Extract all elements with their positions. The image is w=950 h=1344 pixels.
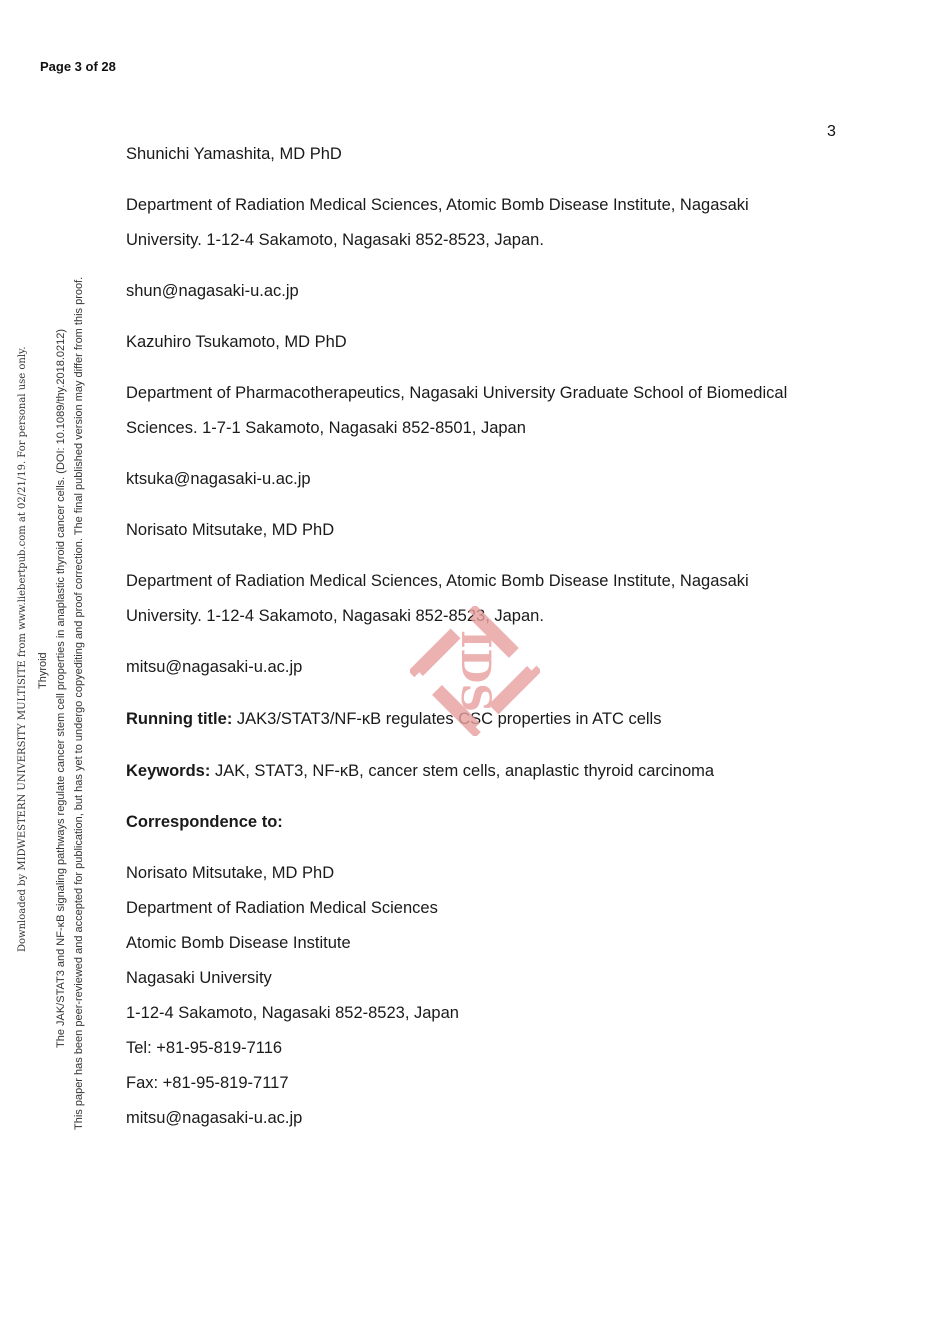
svg-text:IDS: IDS bbox=[452, 629, 499, 713]
author-affiliation: Sciences. 1-7-1 Sakamoto, Nagasaki 852-8501, Japan bbox=[126, 419, 526, 437]
keywords-value: JAK, STAT3, NF-κB, cancer stem cells, anaplastic thyroid carcinoma bbox=[210, 762, 715, 780]
author-affiliation: University. 1-12-4 Sakamoto, Nagasaki 852-8523, Japan. bbox=[126, 231, 544, 249]
side-note-disclaimer: This paper has been peer-reviewed and accepted for publication, but has yet to undergo copyediting and proof correction. The final published version may differ from this proof. bbox=[73, 276, 85, 1130]
author-name: Shunichi Yamashita, MD PhD bbox=[126, 145, 342, 163]
correspondence-line: Tel: +81-95-819-7116 bbox=[126, 1039, 283, 1057]
correspondence-line: Nagasaki University bbox=[126, 969, 272, 987]
running-title-value: JAK3/STAT3/NF-κB regulates CSC properties in ATC cells bbox=[232, 710, 662, 728]
author-name: Kazuhiro Tsukamoto, MD PhD bbox=[126, 333, 347, 351]
author-affiliation: Department of Pharmacotherapeutics, Nagasaki University Graduate School of Biomedical bbox=[126, 384, 788, 402]
keywords-label: Keywords: bbox=[126, 762, 211, 780]
correspondence-label: Correspondence to: bbox=[126, 813, 283, 831]
author-name: Norisato Mitsutake, MD PhD bbox=[126, 521, 335, 539]
author-email[interactable]: shun@nagasaki-u.ac.jp bbox=[126, 282, 299, 300]
correspondence-email[interactable]: mitsu@nagasaki-u.ac.jp bbox=[126, 1109, 303, 1127]
author-email[interactable]: ktsuka@nagasaki-u.ac.jp bbox=[126, 470, 311, 488]
author-affiliation: Department of Radiation Medical Sciences, Atomic Bomb Disease Institute, Nagasaki bbox=[126, 196, 749, 214]
side-note-journal: Thyroid bbox=[37, 652, 49, 689]
keywords bbox=[126, 762, 714, 781]
running-title-label: Running title: bbox=[126, 710, 233, 728]
correspondence-line: 1-12-4 Sakamoto, Nagasaki 852-8523, Japan bbox=[126, 1004, 459, 1022]
author-affiliation: Department of Radiation Medical Sciences, Atomic Bomb Disease Institute, Nagasaki bbox=[126, 572, 749, 590]
correspondence-line: Norisato Mitsutake, MD PhD bbox=[126, 864, 335, 882]
side-note-article-title: The JAK/STAT3 and NF-κB signaling pathways regulate cancer stem cell properties in anaplastic thyroid cancer cells. (DOI: 10.1089/thy.2018.0212) bbox=[55, 328, 67, 1048]
correspondence-line: Fax: +81-95-819-7117 bbox=[126, 1074, 289, 1092]
page-label: Page 3 of 28 bbox=[40, 59, 116, 74]
page-number: 3 bbox=[827, 123, 836, 140]
running-title bbox=[126, 710, 661, 729]
correspondence-line: Department of Radiation Medical Sciences bbox=[126, 899, 438, 917]
author-email[interactable]: mitsu@nagasaki-u.ac.jp bbox=[126, 658, 303, 676]
correspondence-line: Atomic Bomb Disease Institute bbox=[126, 934, 351, 952]
watermark-logo-icon bbox=[410, 606, 540, 736]
author-affiliation: University. 1-12-4 Sakamoto, Nagasaki 852-8523, Japan. bbox=[126, 607, 544, 625]
side-note-downloaded: Downloaded by MIDWESTERN UNIVERSITY MULTISITE from www.liebertpub.com at 02/21/19. For personal use only. bbox=[17, 346, 28, 952]
